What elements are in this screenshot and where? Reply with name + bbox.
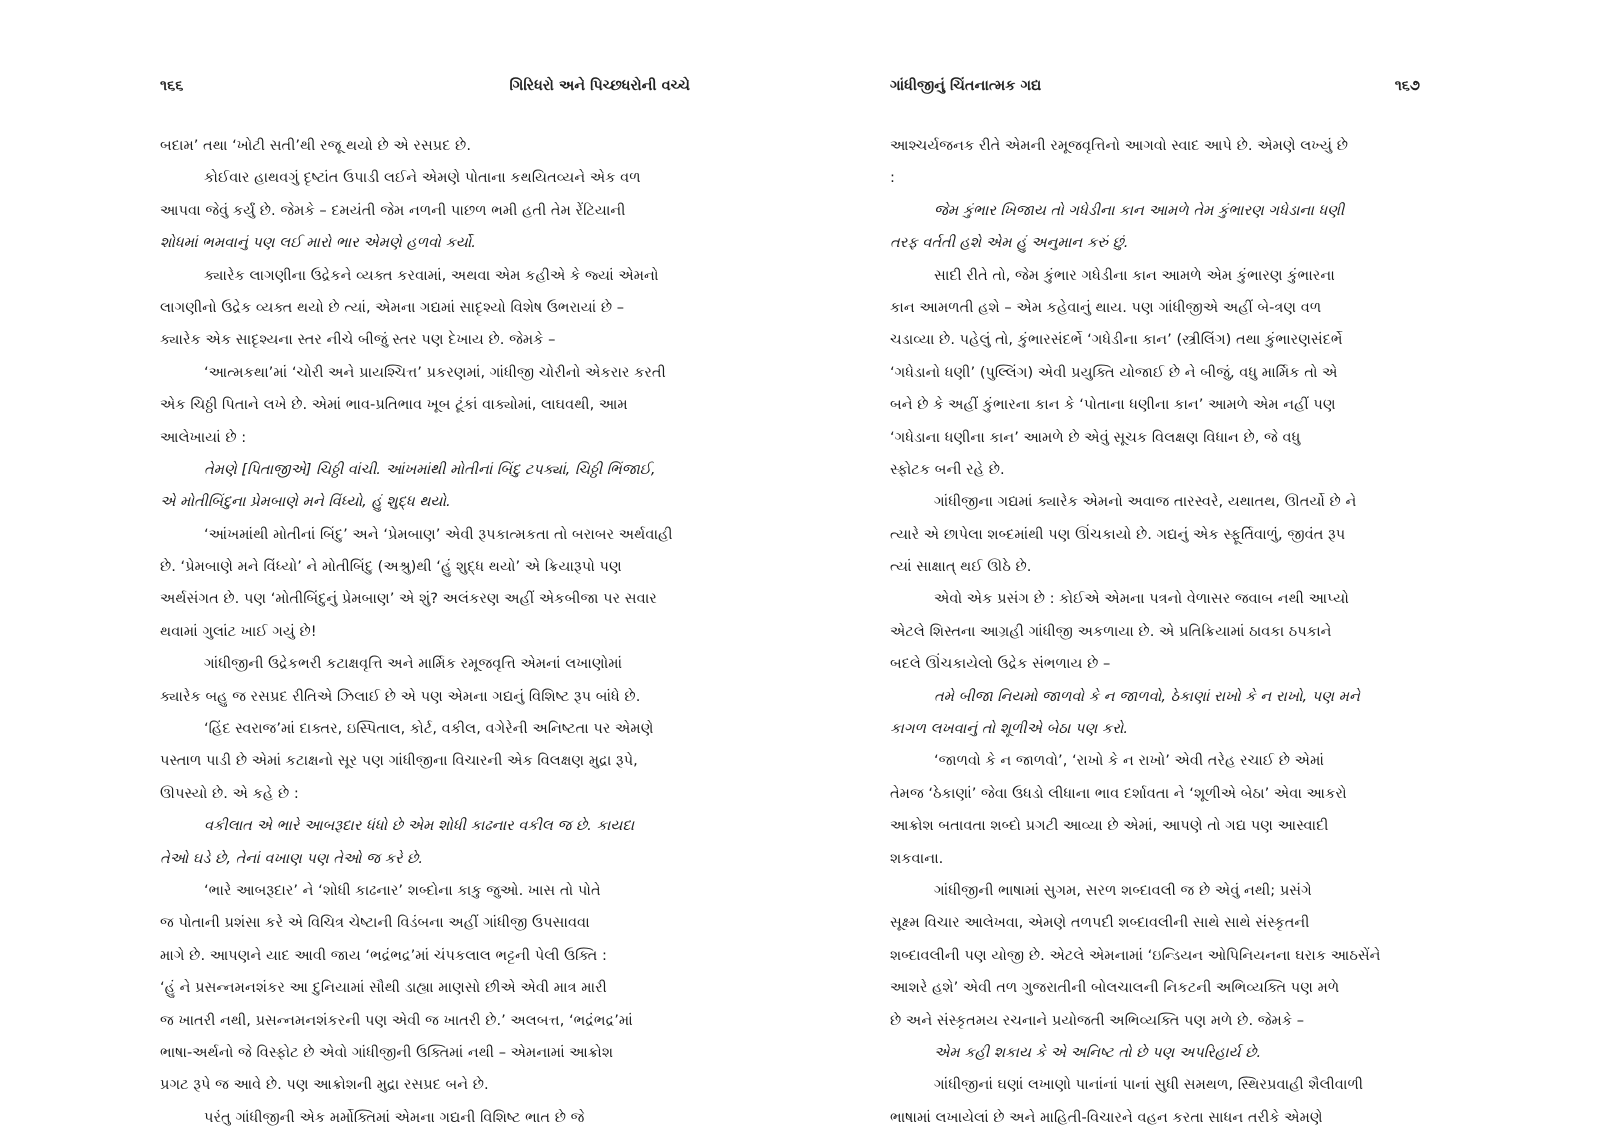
text-line: પરંતુ ગાંધીજીની એક મર્મોક્તિમાં એમના ગદ્યની વિશિષ્ટ ભાત છે જે xyxy=(204,1108,585,1126)
text-line: ‘જાળવો કે ન જાળવો’, ‘રાખો કે ન રાખો’ એવી તરેહ રચાઈ છે એમાં xyxy=(934,752,1324,770)
text-line: બને છે કે અહીં કુંભારના કાન કે ‘પોતાના ધણીના કાન’ આમળે એમ નહીં પણ xyxy=(890,396,1336,414)
text-line: ગાંધીજીના ગદ્યમાં ક્યારેક એમનો અવાજ તારસ્વરે, યથાતથ, ઊતર્યો છે ને xyxy=(934,493,1357,511)
text-line: તરફ વર્તતી હશે એમ હું અનુમાન કરું છું. xyxy=(890,234,1129,252)
right-page xyxy=(800,0,1600,1131)
text-line: એમ કહી શકાય કે એ અનિષ્ટ તો છે પણ અપરિહાર્ય છે. xyxy=(934,1043,1262,1061)
text-line: જ ખાતરી નથી, પ્રસન્નમનશંકરની પણ એવી જ ખાતરી છે.’ અલબત્ત, ‘ભદ્રંભદ્ર’માં xyxy=(160,1011,633,1029)
text-line: ‘ગધેડાનો ધણી’ (પુલ્લિંગ) એવી પ્રયુક્તિ યોજાઈ છે ને બીજું, વધુ માર્મિક તો એ xyxy=(890,363,1338,381)
right-page-body xyxy=(890,130,1420,1134)
text-line: ‘આત્મકથા’માં ‘ચોરી અને પ્રાયશ્ચિત્ત’ પ્રકરણમાં, ગાંધીજી ચોરીનો એકરાર કરતી xyxy=(204,363,666,381)
text-line: પ્રગટ રૂપે જ આવે છે. પણ આક્રોશની મુદ્રા રસપ્રદ બને છે. xyxy=(160,1076,489,1094)
text-line: કોઈવાર હાથવગું દૃષ્ટાંત ઉપાડી લઈને એમણે પોતાના કથયિતવ્યને એક વળ xyxy=(204,169,641,187)
text-line: : xyxy=(890,169,895,187)
text-line: સ્ફોટક બની રહે છે. xyxy=(890,460,1005,478)
text-line: શોધમાં ભમવાનું પણ લઈ મારો ભાર એમણે હળવો કર્યો. xyxy=(160,234,476,252)
text-line: લાગણીનો ઉદ્રેક વ્યક્ત થયો છે ત્યાં, એમના ગદ્યમાં સાદૃશ્યો વિશેષ ઉભરાયાં છે – xyxy=(160,298,625,316)
text-line: એક ચિઠ્ઠી પિતાને લખે છે. એમાં ભાવ-પ્રતિભાવ ખૂબ ટૂંકાં વાક્યોમાં, લાઘવથી, આમ xyxy=(160,396,628,414)
text-line: એ મોતીબિંદુના પ્રેમબાણે મને વિંધ્યો, હું શુદ્ધ થયો. xyxy=(160,493,451,511)
text-line: થવામાં ગુલાંટ ખાઈ ગયું છે! xyxy=(160,622,317,640)
text-line: આશ્ચર્યજનક રીતે એમની રમૂજવૃત્તિનો આગવો સ્વાદ આપે છે. એમણે લખ્યું છે xyxy=(890,137,1349,154)
running-title: ગાંધીજીનું ચિંતનાત્મક ગદ્ય xyxy=(890,78,1042,94)
text-line: ક્યારેક એક સાદૃશ્યના સ્તર નીચે બીજું સ્તર પણ દેખાય છે. જેમકે – xyxy=(160,331,556,349)
text-line: માગે છે. આપણને યાદ આવી જાય ‘ભદ્રંભદ્ર’માં ચંપકલાલ ભટ્ટની પેલી ઉક્તિ : xyxy=(160,946,607,964)
text-line: એવો એક પ્રસંગ છે : કોઈએ એમના પત્રનો વેળાસર જવાબ નથી આપ્યો xyxy=(934,590,1349,608)
text-line: ગાંધીજીની ઉદ્રેકભરી કટાક્ષવૃત્તિ અને માર્મિક રમૂજવૃત્તિ એમનાં લખાણોમાં xyxy=(204,655,623,673)
text-line: ભાષામાં લખાયેલાં છે અને માહિતી-વિચારને વહન કરતા સાધન તરીકે એમણે xyxy=(890,1108,1323,1126)
text-line: ક્યારેક બહુ જ રસપ્રદ રીતિએ ઝિલાઈ છે એ પણ એમના ગદ્યનું વિશિષ્ટ રૂપ બાંધે છે. xyxy=(160,687,641,705)
text-line: તમે બીજા નિયમો જાળવો કે ન જાળવો, ઠેકાણાં રાખો કે ન રાખો, પણ મને xyxy=(934,687,1360,705)
text-line: ક્યારેક લાગણીના ઉદ્રેકને વ્યક્ત કરવામાં, અથવા એમ કહીએ કે જ્યાં એમનો xyxy=(204,266,659,284)
text-line: સૂક્ષ્મ વિચાર આલેખવા, એમણે તળપદી શબ્દાવલીની સાથે સાથે સંસ્કૃતની xyxy=(890,914,1310,932)
text-line: આપવા જેવું કર્યું છે. જેમકે – દમયંતી જેમ નળની પાછળ ભમી હતી તેમ રેંટિયાની xyxy=(160,201,626,219)
text-line: જેમ કુંભાર ખિજાય તો ગધેડીના કાન આમળે તેમ કુંભારણ ગધેડાના ધણી xyxy=(934,201,1345,219)
text-line: કાન આમળતી હશે – એમ કહેવાનું થાય. પણ ગાંધીજીએ અહીં બે-ત્રણ વળ xyxy=(890,298,1322,316)
right-page-header xyxy=(890,78,1420,104)
left-page-body xyxy=(160,130,690,1134)
text-line: ગાંધીજીનાં ઘણાં લખાણો પાનાંનાં પાનાં સુધી સમથળ, સ્થિરપ્રવાહી શૈલીવાળી xyxy=(934,1076,1363,1094)
left-page-header xyxy=(160,78,690,104)
text-line: ‘આંખમાંથી મોતીનાં બિંદુ’ અને ‘પ્રેમબાણ’ એવી રૂપકાત્મકતા તો બરાબર અર્થવાહી xyxy=(204,525,673,543)
text-line: અર્થસંગત છે. પણ ‘મોતીબિંદુનું પ્રેમબાણ’ એ શું? અલંકરણ અહીં એકબીજા પર સવાર xyxy=(160,590,657,608)
text-line: ગાંધીજીની ભાષામાં સુગમ, સરળ શબ્દાવલી જ છે એવું નથી; પ્રસંગે xyxy=(934,881,1312,899)
left-page xyxy=(0,0,800,1131)
text-line: સાદી રીતે તો, જેમ કુંભાર ગધેડીના કાન આમળે એમ કુંભારણ કુંભારના xyxy=(934,266,1335,284)
text-line: જ પોતાની પ્રશંસા કરે એ વિચિત્ર ચેષ્ટાની વિડંબના અહીં ગાંધીજી ઉપસાવવા xyxy=(160,914,590,932)
text-line: શબ્દાવલીની પણ યોજી છે. એટલે એમનામાં ‘ઇન્ડિયન ઓપિનિયનના ઘરાક આઠસેંને xyxy=(890,946,1381,964)
text-line: ‘હિંદ સ્વરાજ’માં દાક્તર, ઇસ્પિતાલ, કોર્ટ, વકીલ, વગેરેની અનિષ્ટતા પર એમણે xyxy=(204,720,654,738)
text-line: શકવાના. xyxy=(890,849,944,867)
page-number: ૧૬૬ xyxy=(160,78,184,94)
text-line: આશરે હશે’ એવી તળ ગુજરાતીની બોલચાલની નિકટની અભિવ્યક્તિ પણ મળે xyxy=(890,979,1340,997)
text-line: ‘હું ને પ્રસન્નમનશંકર આ દુનિયામાં સૌથી ડાહ્યા માણસો છીએ એવી માત્ર મારી xyxy=(160,979,607,997)
text-line: ત્યાં સાક્ષાત્ થઈ ઊઠે છે. xyxy=(890,558,1032,576)
text-line: બદલે ઊંચકાયેલો ઉદ્રેક સંભળાય છે – xyxy=(890,655,1111,673)
text-line: બદામ’ તથા ‘ખોટી સતી’થી રજૂ થયો છે એ રસપ્રદ છે. xyxy=(160,137,471,154)
text-line: છે અને સંસ્કૃતમય રચનાને પ્રયોજતી અભિવ્યક્તિ પણ મળે છે. જેમકે – xyxy=(890,1011,1305,1029)
text-line: છે. ‘પ્રેમબાણે મને વિંધ્યો’ ને મોતીબિંદુ (અશ્રુ)થી ‘હું શુદ્ધ થયો’ એ ક્રિયારૂપો પણ xyxy=(160,558,622,576)
text-line: આલેખાયાં છે : xyxy=(160,428,247,446)
text-line: ત્યારે એ છાપેલા શબ્દમાંથી પણ ઊંચકાયો છે. ગદ્યનું એક સ્ફૂર્તિવાળું, જીવંત રૂપ xyxy=(890,525,1346,543)
text-line: તેમજ ‘ઠેકાણાં’ જેવા ઉધડો લીધાના ભાવ દર્શાવતા ને ‘શૂળીએ બેઠા’ એવા આકરો xyxy=(890,784,1347,802)
text-line: પસ્તાળ પાડી છે એમાં કટાક્ષનો સૂર પણ ગાંધીજીના વિચારની એક વિલક્ષણ મુદ્રા રૂપે, xyxy=(160,752,638,770)
text-line: ‘ગધેડાના ધણીના કાન’ આમળે છે એવું સૂચક વિલક્ષણ વિધાન છે, જે વધુ xyxy=(890,428,1301,446)
page-number: ૧૬૭ xyxy=(1394,78,1420,94)
running-title: ગિરિધરો અને પિચ્છધરોની વચ્ચે xyxy=(509,78,690,94)
text-line: તેઓ ઘડે છે, તેનાં વખાણ પણ તેઓ જ કરે છે. xyxy=(160,849,423,867)
text-line: આક્રોશ બતાવતા શબ્દો પ્રગટી આવ્યા છે એમાં, આપણે તો ગદ્ય પણ આસ્વાદી xyxy=(890,817,1329,835)
text-line: ‘ભારે આબરૂદાર’ ને ‘શોધી કાઢનાર’ શબ્દોના કાકુ જુઓ. ખાસ તો પોતે xyxy=(204,881,601,899)
text-line: તેમણે [પિતાજીએ] ચિઠ્ઠી વાંચી. આંખમાંથી મોતીનાં બિંદુ ટપક્યાં, ચિઠ્ઠી ભિંજાઈ, xyxy=(204,460,656,478)
text-line: કાગળ લખવાનું તો શૂળીએ બેઠા પણ કરો. xyxy=(890,720,1128,738)
text-line: વકીલાત એ ભારે આબરૂદાર ધંધો છે એમ શોધી કાઢનાર વકીલ જ છે. કાયદા xyxy=(204,817,635,835)
text-line: ભાષા-અર્થનો જે વિસ્ફોટ છે એવો ગાંધીજીની ઉક્તિમાં નથી – એમનામાં આક્રોશ xyxy=(160,1043,614,1061)
text-line: ચડાવ્યા છે. પહેલું તો, કુંભારસંદર્ભે ‘ગધેડીના કાન’ (સ્ત્રીલિંગ) તથા કુંભારણસંદર્ભે xyxy=(890,331,1343,349)
text-line: એટલે શિસ્તના આગ્રહી ગાંધીજી અકળાયા છે. એ પ્રતિક્રિયામાં ઠાવકા ઠપકાને xyxy=(890,622,1332,640)
text-line: ઊપસ્યો છે. એ કહે છે : xyxy=(160,784,299,802)
